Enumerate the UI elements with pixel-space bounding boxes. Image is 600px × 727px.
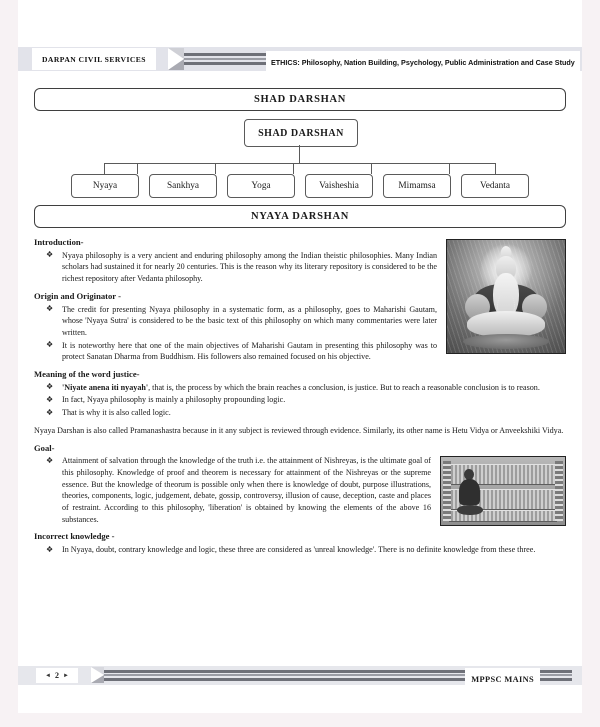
footer-left-marker-icon: ◄	[45, 672, 51, 679]
list-item	[34, 407, 566, 419]
tree-drop-connector	[495, 163, 496, 174]
tree-leaf-label: Mimamsa	[398, 181, 436, 191]
tree-leaf-mimamsa	[383, 174, 451, 198]
heading-goal: Goal-	[34, 442, 55, 453]
bullet-icon: ❖	[46, 250, 54, 260]
publisher-brand-label: DARPAN CIVIL SERVICES	[42, 54, 146, 64]
list-item-text: Nyaya philosophy is a very ancient and enduring philosophy among the Indian theistic philosophies. Many Indian scholars had sustained it for nearly 20 centuries. This is the reason why its literary repository is considered to be the richest repository after Vedanta philosophy.	[62, 250, 437, 284]
list-goal	[34, 455, 566, 525]
tree-root-label: SHAD DARSHAN	[258, 127, 344, 139]
tree-drop-connector	[293, 163, 294, 174]
list-meaning	[34, 382, 566, 419]
list-item-text: , that is, the process by which the brain reaches a conclusion, is justice. But to reach a reasonable conclusion is to reason.	[148, 382, 540, 392]
bullet-icon: ❖	[46, 340, 54, 350]
tree-leaf-label: Yoga	[251, 181, 271, 191]
tree-horizontal-connector	[104, 163, 495, 164]
footer-exam-label-text: MPPSC MAINS	[471, 675, 534, 684]
heading-incorrect-knowledge: Incorrect knowledge -	[34, 531, 115, 542]
tree-leaf-sankhya	[149, 174, 217, 198]
tree-leaf-label: Vaisheshia	[319, 181, 359, 191]
tree-drop-connector	[449, 163, 450, 174]
list-item-text: It is noteworthy here that one of the main objectives of Maharishi Gautam in presenting this philosophy was to protect Sanatan Dharma from Buddhism. His followers also remained focused on his objective.	[62, 340, 437, 362]
figure-ancient-manuscript	[440, 456, 566, 526]
bullet-icon: ❖	[46, 544, 54, 554]
tree-drop-connector	[371, 163, 372, 174]
list-introduction	[34, 250, 566, 285]
list-item	[34, 340, 566, 363]
tree-leaf-yoga	[227, 174, 295, 198]
tree-drop-connector	[137, 163, 138, 174]
banner-shad-darshan	[34, 88, 566, 111]
tree-leaf-vedanta	[461, 174, 529, 198]
banner-title-label: SHAD DARSHAN	[253, 94, 347, 105]
list-item-text: In fact, Nyaya philosophy is mainly a philosophy propounding logic.	[62, 395, 286, 405]
heading-introduction: Introduction-	[34, 237, 84, 247]
tree-leaf-nyaya	[71, 174, 139, 198]
bullet-icon: ❖	[46, 455, 54, 465]
list-item-text: Attainment of salvation through the knowledge of the truth i.e. the attainment of Nishreyas, is the ultimate goal of this philosophy. Knowledge of proof and theorem is necessary for attainment of the Nishreyas or the supreme essence. But the knowledge of theorum is possible only when there is knowledge of doubt, purpose illustrations, theories, components, logic, judgement, debate, gossip, controversy, illusion of cause, deception, caste and places of restraint. According to this philosophy, 'liberation' is obtained by knowing the elements of the above 16 substances.	[62, 456, 431, 524]
header-subject-title-label: ETHICS: Philosophy, Nation Building, Psychology, Public Administration and Case Study	[271, 58, 575, 67]
bullet-icon: ❖	[46, 382, 54, 392]
tree-root-node	[244, 119, 358, 147]
page-content	[18, 71, 582, 557]
scholar-lap	[457, 505, 483, 515]
manuscript-left-border	[443, 461, 451, 521]
footer-right-marker-icon: ►	[62, 672, 69, 679]
list-item-text: That is why it is also called logic.	[62, 408, 171, 418]
tree-leaf-label: Sankhya	[166, 181, 200, 191]
heading-meaning-of-word-justice: Meaning of the word justice-	[34, 369, 140, 380]
section-title-label: NYAYA DARSHAN	[250, 211, 350, 222]
list-item	[34, 304, 566, 339]
bullet-icon: ❖	[46, 304, 54, 314]
tree-leaf-label: Vedanta	[480, 181, 510, 191]
list-incorrect-knowledge	[34, 544, 566, 556]
header-subject-title	[266, 51, 580, 71]
paragraph-pramanashastra: Nyaya Darshan is also called Pramanashastra because in it any subject is reviewed through evidence. Similarly, its other name is Hetu Vidya or Anveekshiki Vidya.	[34, 425, 564, 435]
bullet-icon: ❖	[46, 394, 54, 404]
article-body	[34, 237, 566, 556]
page-number-tab	[36, 668, 78, 683]
tree-leaf-label: Nyaya	[92, 181, 118, 191]
shad-darshan-tree-diagram	[18, 119, 582, 199]
list-item	[34, 455, 566, 525]
tree-leaf-vaisheshia	[305, 174, 373, 198]
sanskrit-phrase: 'Niyate anena iti nyayah'	[62, 382, 149, 392]
list-item	[34, 394, 566, 406]
manuscript-seated-scholar	[457, 469, 483, 515]
tree-drop-connector	[215, 163, 216, 174]
banner-nyaya-darshan	[34, 205, 566, 228]
manuscript-right-border	[555, 461, 563, 521]
list-item	[34, 544, 566, 556]
scholar-torso	[459, 479, 480, 505]
tree-stem-connector	[299, 145, 300, 163]
list-item	[34, 250, 566, 285]
list-item-text: In Nyaya, doubt, contrary knowledge and logic, these three are considered as 'unreal knowledge'. There is no definite knowledge from these three.	[62, 545, 536, 555]
page-number-label: 2	[54, 671, 59, 680]
footer-arrow-decoration	[91, 667, 104, 683]
list-item	[34, 382, 566, 394]
bullet-icon: ❖	[46, 407, 54, 417]
heading-origin-and-originator: Origin and Originator -	[34, 290, 121, 301]
list-origin	[34, 304, 566, 364]
footer-exam-label	[465, 668, 540, 688]
publisher-brand	[32, 48, 156, 70]
tree-drop-connector	[104, 163, 105, 174]
list-item-text: The credit for presenting Nyaya philosophy in a systematic form, as a philosophy, goes to Maharishi Gautam, whose 'Nyaya Sutra' is considered to be the basic text of this philosophy on which many commentaries were later written.	[62, 304, 437, 337]
document-page	[18, 0, 582, 713]
header-arrow-decoration	[168, 48, 184, 70]
